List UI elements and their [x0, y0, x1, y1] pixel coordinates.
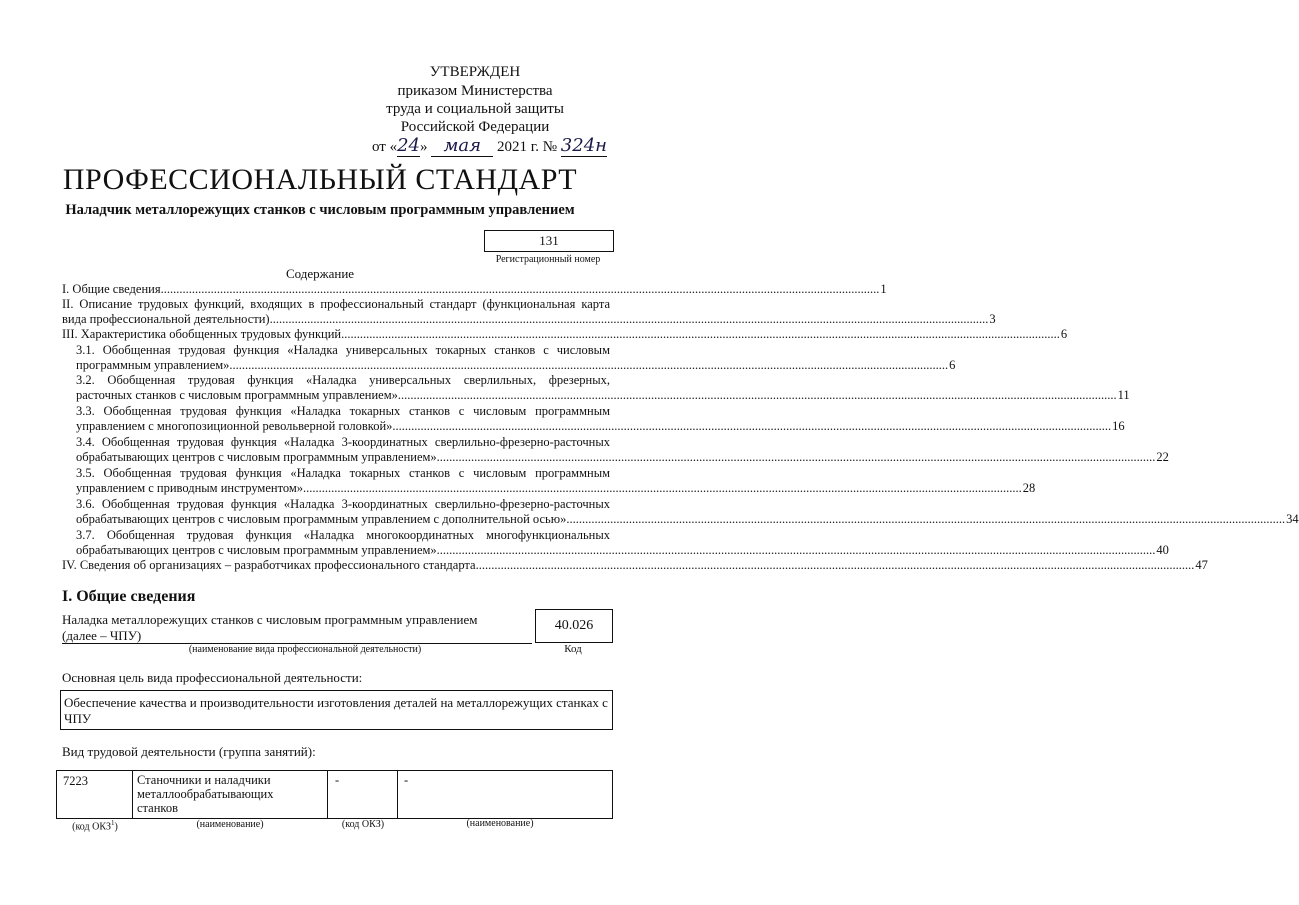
toc-page: 6: [1060, 327, 1068, 341]
caption-name-2: (наименование): [466, 818, 534, 829]
toc-item-3-1-line-2[interactable]: [76, 358, 956, 373]
caption-name-1: (наименование): [196, 819, 264, 830]
toc-item-text: управлением с многопозиционной револьверной головкой»: [76, 419, 393, 433]
date-month: мая: [431, 135, 493, 157]
toc-item-2-line-1[interactable]: II. Описание трудовых функций, входящих в профессиональный стандарт (функциональная карта: [62, 297, 610, 311]
goal-text-line-2: ЧПУ: [64, 711, 92, 726]
toc-dots: [270, 312, 989, 327]
occupation-group-table: [56, 770, 613, 819]
approval-line-4: Российской Федерации: [400, 119, 550, 135]
toc-item-3-5-line-2[interactable]: [76, 481, 1036, 496]
caption-okz-code-2: (код ОКЗ): [341, 819, 385, 830]
toc-item-text: управлением с приводным инструментом»: [76, 481, 304, 495]
caption-okz-close: ): [114, 821, 118, 833]
toc-dots: [229, 358, 948, 373]
section-1-heading: I. Общие сведения: [62, 588, 196, 605]
toc-page: 28: [1022, 481, 1036, 495]
toc-page: 1: [880, 282, 887, 296]
toc-page: 47: [1195, 558, 1208, 572]
toc-dots: [476, 558, 1195, 573]
toc-heading: Содержание: [285, 266, 355, 281]
toc-item-text: вида профессиональной деятельности): [62, 312, 270, 326]
toc-item-3-3-line-1[interactable]: 3.3. Обобщенная трудовая функция «Наладка токарных станков с числовым программным: [76, 404, 610, 418]
activity-name-line-2: (далее – ЧПУ): [62, 628, 142, 643]
registration-number: 131: [539, 233, 559, 248]
order-number: 324н: [560, 135, 608, 156]
toc-item-3-1-line-1[interactable]: 3.1. Обобщенная трудовая функция «Наладка универсальных токарных станков с числовым: [76, 343, 610, 357]
approval-line-3: труда и социальной защиты: [386, 101, 564, 117]
toc-dots: [341, 327, 1060, 342]
table-divider: [132, 771, 133, 818]
table-divider: [327, 771, 328, 818]
activity-caption: (наименование вида профессиональной деятельности): [188, 644, 422, 655]
toc-item-2-line-2[interactable]: [62, 312, 996, 327]
date-quote: »: [420, 139, 428, 155]
goal-label: Основная цель вида профессиональной деятельности:: [62, 670, 363, 685]
toc-item-text: I. Общие сведения: [62, 282, 161, 296]
toc-item-text: III. Характеристика обобщенных трудовых функций: [62, 327, 342, 341]
table-divider: [397, 771, 398, 818]
toc-dots: [161, 282, 880, 297]
okz-code-2: -: [335, 773, 340, 787]
toc-page: 6: [949, 358, 956, 372]
toc-item-text: расточных станков с числовым программным управлением»: [76, 388, 398, 402]
date-year-number-label: 2021 г. №: [497, 139, 558, 155]
toc-item-3-3-line-2[interactable]: [76, 419, 1125, 434]
toc-item-3-4-line-1[interactable]: 3.4. Обобщенная трудовая функция «Наладка 3-координатных сверлильно-фрезерно-расточных: [76, 435, 610, 449]
approval-line-1: УТВЕРЖДЕН: [429, 64, 521, 80]
toc-item-text: обрабатывающих центров с числовым программным управлением»: [76, 543, 437, 557]
goal-box: [60, 690, 613, 730]
toc-dots: [398, 388, 1117, 403]
code-caption: Код: [564, 643, 582, 655]
activity-name: [62, 612, 532, 644]
goal-text: [64, 695, 608, 727]
toc-dots: [566, 512, 1285, 527]
toc-item-text: обрабатывающих центров с числовым программным управлением с дополнительной осью»: [76, 512, 567, 526]
registration-number-box: [484, 230, 614, 252]
approval-date-line: [372, 135, 607, 157]
toc-dots: [392, 419, 1111, 434]
caption-okz-text: (код ОКЗ: [72, 821, 112, 833]
toc-item-1[interactable]: [62, 282, 887, 297]
okz-name-1-line-3: станков: [137, 801, 178, 815]
toc-page: 11: [1117, 388, 1130, 402]
toc-dots: [437, 450, 1156, 465]
toc-page: 22: [1156, 450, 1169, 464]
toc-page: 34: [1286, 512, 1299, 526]
document-title: ПРОФЕССИОНАЛЬНЫЙ СТАНДАРТ: [62, 163, 578, 196]
registration-caption: Регистрационный номер: [495, 254, 601, 265]
toc-page: 40: [1156, 543, 1169, 557]
activity-code: 40.026: [554, 618, 594, 633]
toc-dots: [437, 543, 1156, 558]
toc-page: 3: [989, 312, 996, 326]
okz-name-1-line-1: Станочники и наладчики: [137, 773, 271, 787]
activity-code-box: [535, 609, 613, 643]
date-day: 24: [397, 135, 421, 156]
activity-name-line-1: Наладка металлорежущих станков с числовым программным управлением: [62, 612, 478, 627]
okz-code-1: 7223: [63, 774, 88, 788]
toc-item-3-4-line-2[interactable]: [76, 450, 1169, 465]
okz-name-1: [137, 773, 274, 815]
approval-line-2: приказом Министерства: [397, 83, 553, 99]
toc-item-text: IV. Сведения об организациях – разработчиках профессионального стандарта: [62, 558, 476, 572]
okz-name-2: -: [404, 773, 409, 787]
caption-okz-code-1: [56, 819, 134, 832]
date-prefix: от «: [372, 139, 398, 155]
footnote-mark: 1: [111, 819, 115, 827]
toc-page: 16: [1112, 419, 1125, 433]
toc-dots: [303, 481, 1022, 496]
toc-item-3-7-line-1[interactable]: 3.7. Обобщенная трудовая функция «Наладка многокоординатных многофункциональных: [76, 528, 610, 542]
goal-text-line-1: Обеспечение качества и производительности изготовления деталей на металлорежущих станках с: [64, 695, 608, 710]
toc-item-3-6-line-1[interactable]: 3.6. Обобщенная трудовая функция «Наладка 3-координатных сверлильно-фрезерно-расточных: [76, 497, 610, 511]
toc-item-3[interactable]: [62, 327, 1068, 342]
toc-item-4[interactable]: [62, 558, 1208, 573]
document-subtitle: Наладчик металлорежущих станков с числовым программным управлением: [65, 202, 575, 218]
toc-item-3-7-line-2[interactable]: [76, 543, 1169, 558]
toc-item-text: обрабатывающих центров с числовым программным управлением»: [76, 450, 437, 464]
toc-item-3-2-line-2[interactable]: [76, 388, 1130, 403]
group-label: Вид трудовой деятельности (группа занятий):: [62, 744, 316, 759]
okz-name-1-line-2: металлообрабатывающих: [137, 787, 274, 801]
toc-item-3-6-line-2[interactable]: [76, 512, 1299, 527]
toc-item-3-2-line-1[interactable]: 3.2. Обобщенная трудовая функция «Наладка универсальных сверлильных, фрезерных,: [76, 373, 610, 387]
toc-item-3-5-line-1[interactable]: 3.5. Обобщенная трудовая функция «Наладка токарных станков с числовым программным: [76, 466, 610, 480]
toc-item-text: программным управлением»: [76, 358, 230, 372]
